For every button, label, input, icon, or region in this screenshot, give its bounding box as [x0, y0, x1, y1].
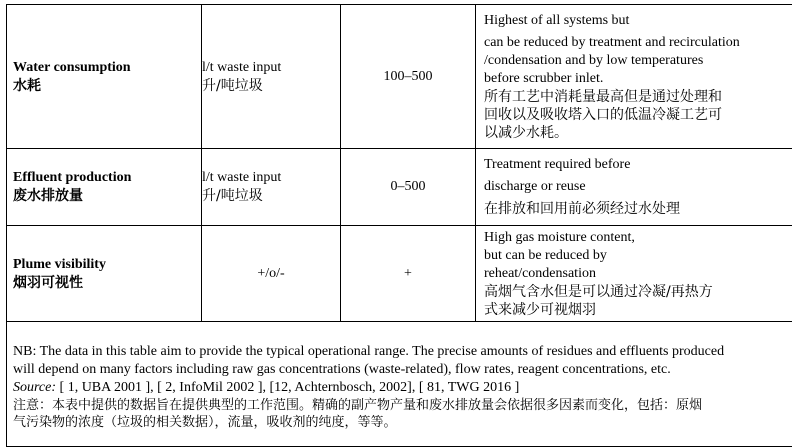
remark-line-en: Treatment required before [484, 156, 792, 174]
data-table [6, 4, 792, 447]
remark-line-en: before scrubber inlet. [484, 70, 792, 88]
parameter-cell [7, 226, 202, 322]
remark-line-en: Highest of all systems but [484, 12, 792, 30]
nb-note-line: NB: The data in this table aim to provide the typical operational range. The precise amounts of residues and effluents produced [13, 343, 792, 361]
unit-cell [202, 5, 341, 149]
source-label: Source: [13, 380, 56, 395]
parameter-name-zh: 废水排放量 [13, 187, 201, 205]
unit-cell: +/o/- [202, 226, 341, 322]
remark-line-zh: 回收以及吸收塔入口的低温冷凝工艺可 [484, 106, 792, 124]
unit-zh: 升/吨垃圾 [202, 187, 340, 205]
parameter-name-zh: 烟羽可视性 [13, 274, 201, 292]
value-cell: 100–500 [341, 5, 476, 149]
remark-line-en: but can be reduced by [484, 247, 792, 265]
source-text: [ 1, UBA 2001 ], [ 2, InfoMil 2002 ], [12, Achternbosch, 2002], [ 81, TWG 2016 ] [56, 380, 519, 395]
remark-line-en: discharge or reuse [484, 178, 792, 196]
value-cell: 0–500 [341, 149, 476, 226]
remark-line-zh: 在排放和回用前必须经过水处理 [484, 200, 792, 218]
remark-line-zh: 所有工艺中消耗量最高但是通过处理和 [484, 88, 792, 106]
unit-cell [202, 149, 341, 226]
remark-line-en: High gas moisture content, [484, 229, 792, 247]
table-row [7, 5, 792, 149]
remarks-cell [476, 149, 792, 226]
parameter-cell [7, 149, 202, 226]
parameter-cell [7, 5, 202, 149]
unit-zh: 升/吨垃圾 [202, 77, 340, 95]
remark-line-en: reheat/condensation [484, 265, 792, 283]
source-line [13, 379, 792, 397]
parameter-name-en: Plume visibility [13, 256, 201, 274]
table-row [7, 149, 792, 226]
value-cell: + [341, 226, 476, 322]
remark-line-en: can be reduced by treatment and recirculation [484, 34, 792, 52]
remark-line-zh: 以减少水耗。 [484, 124, 792, 142]
parameter-name-en: Water consumption [13, 59, 201, 77]
zh-note-line: 气污染物的浓度（垃圾的相关数据），流量，吸收剂的纯度，等等。 [13, 414, 792, 431]
remark-line-zh: 高烟气含水但是可以通过冷凝/再热方 [484, 283, 792, 301]
parameter-name-en: Effluent production [13, 169, 201, 187]
remarks-cell [476, 226, 792, 322]
table-row [7, 226, 792, 322]
unit-en: l/t waste input [202, 169, 340, 187]
remark-line-en: /condensation and by low temperatures [484, 52, 792, 70]
notes-cell [7, 322, 792, 447]
zh-note-line: 注意：本表中提供的数据旨在提供典型的工作范围。精确的副产物产量和废水排放量会依据很多因素而变化，包括：原烟 [13, 397, 792, 414]
remarks-cell [476, 5, 792, 149]
parameter-name-zh: 水耗 [13, 77, 201, 95]
remark-line-zh: 式来减少可视烟羽 [484, 301, 792, 319]
unit-en: l/t waste input [202, 59, 340, 77]
table-notes-row [7, 322, 792, 447]
nb-note-line: will depend on many factors including raw gas concentrations (waste-related), flow rates, reagent concentrations, etc. [13, 361, 792, 379]
